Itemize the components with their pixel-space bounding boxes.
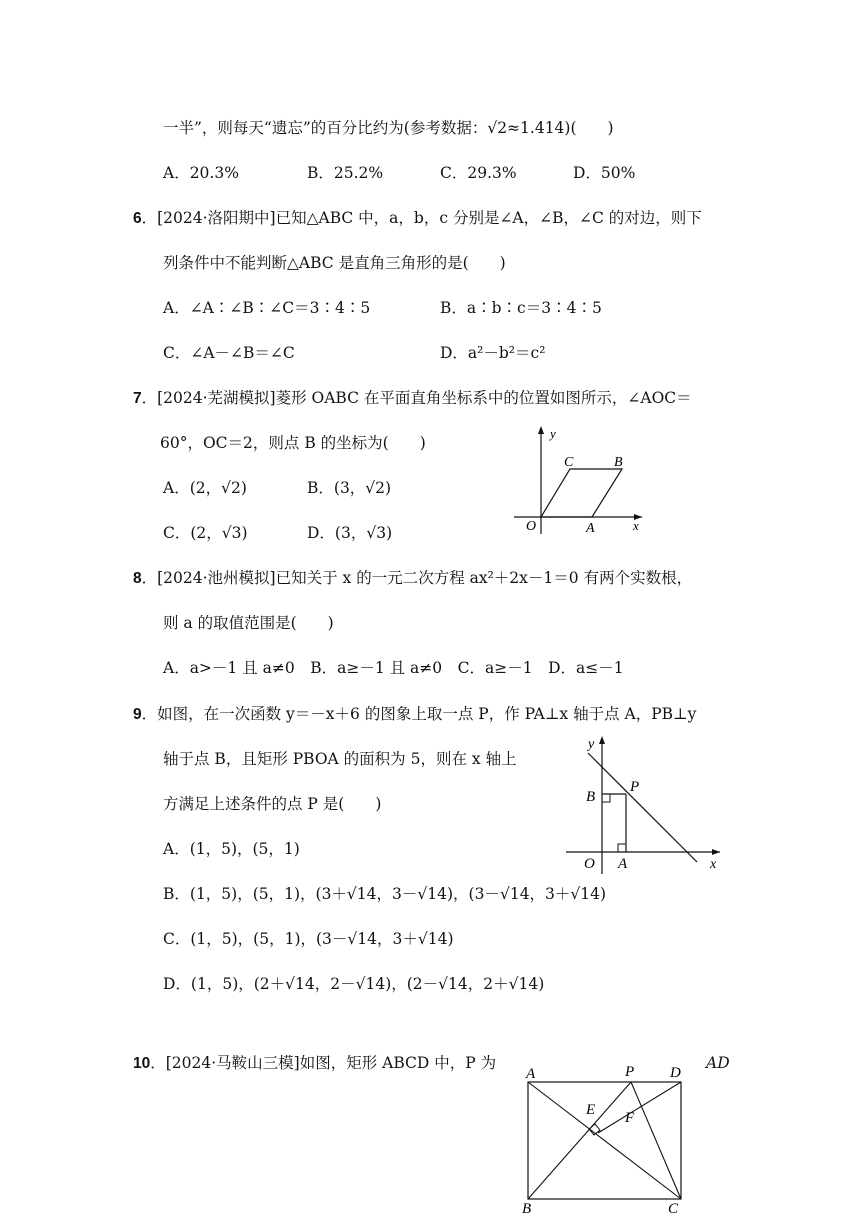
q6-option-a[interactable]: A．∠A∶∠B∶∠C＝3∶4∶5 [163, 299, 371, 317]
q9-option-d[interactable]: D．(1，5)，(2＋√14，2－√14)，(2－√14，2＋√14) [163, 975, 545, 993]
q9-stem-line2: 轴于点 B，且矩形 PBOA 的面积为 5，则在 x 轴上 [163, 750, 517, 768]
q5-option-b[interactable]: B．25.2% [307, 164, 384, 182]
q10-fig-c-label: C [668, 1201, 679, 1216]
q9-option-c[interactable]: C．(1，5)，(5，1)，(3－√14，3＋√14) [163, 930, 454, 948]
q6-option-d[interactable]: D．a²－b²＝c² [440, 344, 546, 362]
q6-stem-line2: 列条件中不能判断△ABC 是直角三角形的是( ) [163, 254, 506, 272]
q8-stem-text: ．[2024·池州模拟]已知关于 x 的一元二次方程 ax²＋2x－1＝0 有两个实数根， [141, 569, 693, 587]
q10-fig-a-label: A [526, 1066, 536, 1082]
q10-stem-line1 [133, 1053, 496, 1074]
q9-option-a[interactable]: A．(1，5)，(5，1) [163, 840, 300, 858]
q9-stem-line3: 方满足上述条件的点 P 是( ) [163, 795, 382, 813]
q10-rectangle-figure [518, 1060, 698, 1216]
q10-fig-b-label: B [522, 1201, 532, 1216]
q7-fig-c-label: C [564, 455, 574, 470]
q5-stem-continuation: 一半”，则每天“遗忘”的百分比约为(参考数据：√2≈1.414)( ) [163, 119, 614, 137]
q5-option-d[interactable]: D．50% [573, 164, 636, 182]
q7-fig-a-label: A [586, 521, 595, 536]
q9-number: 9 [133, 706, 142, 723]
q7-option-a[interactable]: A．(2，√2) [163, 479, 247, 497]
q9-option-b[interactable]: B．(1，5)，(5，1)，(3＋√14，3－√14)，(3－√14，3＋√14) [163, 885, 607, 903]
q7-stem-line2: 60°，OC＝2，则点 B 的坐标为( ) [160, 434, 426, 452]
q10-stem-tail: AD [706, 1054, 730, 1072]
q9-fig-a-label: A [618, 856, 628, 872]
q6-stem-text: ．[2024·洛阳期中]已知△ABC 中，a，b，c 分别是∠A，∠B，∠C 的对边，则下 [141, 209, 702, 227]
q6-number: 6 [133, 210, 142, 227]
q5-option-a[interactable]: A．20.3% [163, 164, 239, 182]
q7-option-d[interactable]: D．(3，√3) [307, 524, 393, 542]
q9-fig-x-label: x [710, 857, 717, 872]
q8-options[interactable]: A．a>－1 且 a≠0 B．a≥－1 且 a≠0 C．a≥－1 D．a≤－1 [163, 659, 624, 677]
q9-fig-y-label: y [588, 737, 595, 752]
q10-fig-d-label: D [670, 1065, 681, 1081]
q9-stem-line1 [133, 704, 696, 725]
q7-option-c[interactable]: C．(2，√3) [163, 524, 248, 542]
q6-option-c[interactable]: C．∠A－∠B＝∠C [163, 344, 295, 362]
q8-number: 8 [133, 570, 142, 587]
q7-option-b[interactable]: B．(3，√2) [307, 479, 392, 497]
q10-fig-p-label: P [625, 1064, 635, 1080]
q7-fig-x-label: x [633, 518, 639, 533]
q7-fig-b-label: B [614, 455, 623, 470]
q9-fig-b-label: B [586, 789, 596, 805]
q8-stem-line2: 则 a 的取值范围是( ) [163, 614, 334, 632]
q8-stem-line1 [133, 568, 692, 589]
q7-fig-y-label: y [550, 426, 556, 441]
q7-stem-line1 [133, 388, 692, 409]
q7-stem-text: ．[2024·芜湖模拟]菱形 OABC 在平面直角坐标系中的位置如图所示，∠AOC＝ [141, 389, 692, 407]
q5-option-c[interactable]: C．29.3% [440, 164, 517, 182]
q10-fig-e-label: E [586, 1102, 596, 1118]
q7-rhombus-figure [510, 424, 650, 536]
q6-option-b[interactable]: B．a∶b∶c＝3∶4∶5 [440, 299, 602, 317]
q9-line-graph-figure [562, 732, 727, 878]
q7-number: 7 [133, 390, 142, 407]
q10-number: 10 [133, 1055, 151, 1072]
q7-fig-o-label: O [526, 519, 537, 534]
q9-stem-text: ．如图，在一次函数 y＝－x＋6 的图象上取一点 P，作 PA⊥x 轴于点 A，PB⊥y [141, 705, 697, 723]
q6-stem-line1 [133, 208, 702, 229]
q9-fig-p-label: P [630, 779, 640, 795]
q10-fig-f-label: F [625, 1110, 635, 1126]
q10-stem-text: ．[2024·马鞍山三模]如图，矩形 ABCD 中，P 为 [150, 1054, 497, 1072]
q9-fig-o-label: O [584, 856, 595, 872]
